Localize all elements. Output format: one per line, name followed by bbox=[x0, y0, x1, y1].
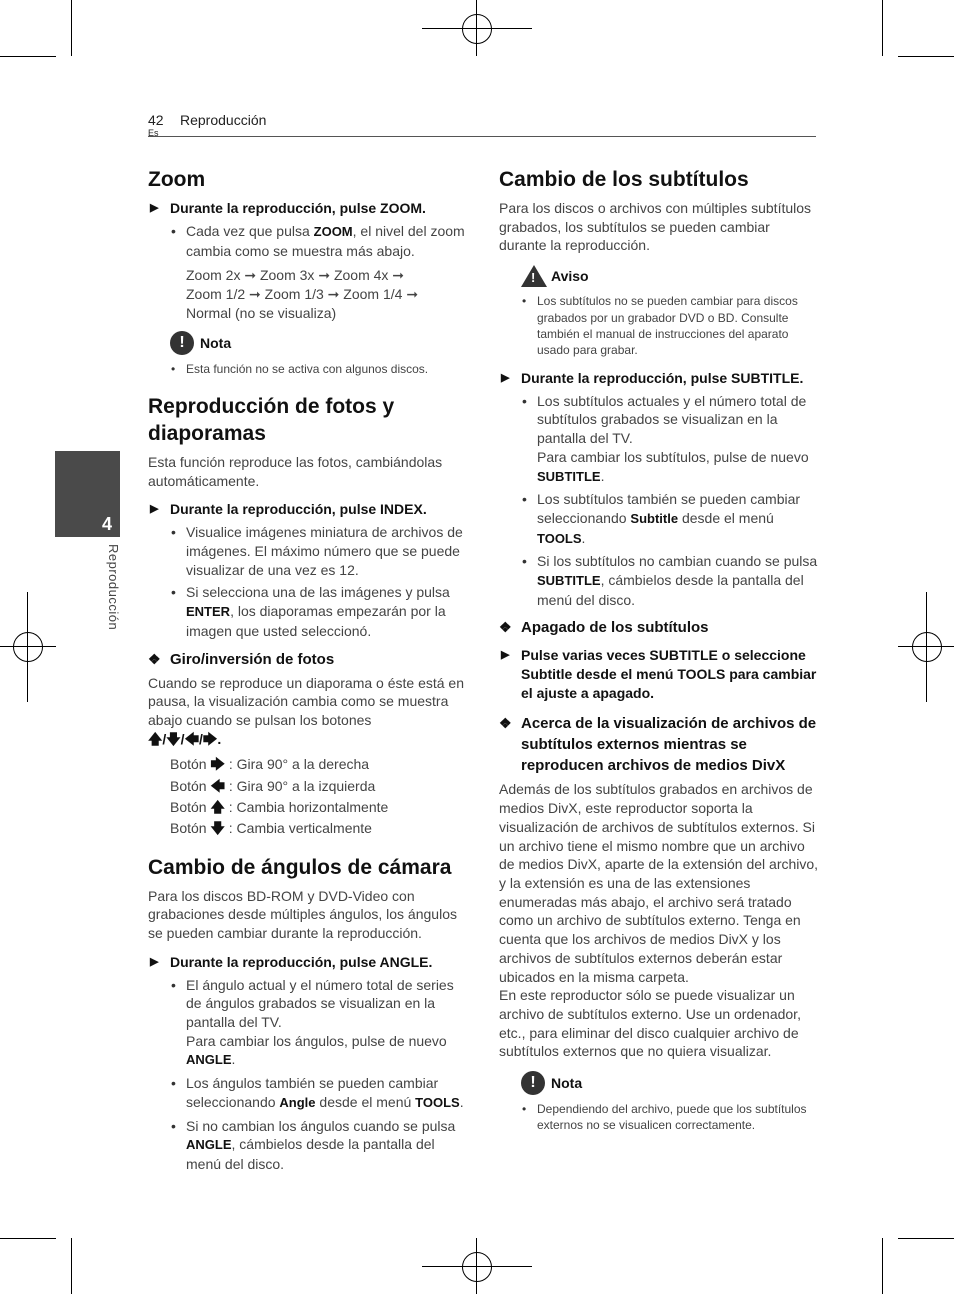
registration-circle bbox=[912, 632, 942, 662]
angles-title: Cambio de ángulos de cámara bbox=[148, 855, 452, 879]
button-line: Botón 🡅 : Cambia horizontalmente bbox=[170, 798, 389, 815]
photos-title: Reproducción de fotos y diaporamas bbox=[148, 394, 395, 445]
list-item: • Los subtítulos también se pueden cambiar seleccionando Subtitle desde el menú TOOLS. bbox=[537, 490, 821, 548]
warning-heading: ! Aviso bbox=[521, 265, 821, 287]
chapter-label: Reproducción bbox=[106, 544, 121, 631]
subtitles-off-step: ▶ Pulse varias veces SUBTITLE o seleccione Subtitle desde el menú TOOLS para cambiar el ajuste a apagado. bbox=[501, 647, 817, 702]
crop-mark bbox=[0, 1238, 56, 1239]
list-item: • Visualice imágenes miniatura de archivos de imágenes. El máximo número que se puede visualizar de una vez es 12. bbox=[186, 523, 470, 579]
crop-mark bbox=[0, 56, 56, 57]
photos-bullets bbox=[148, 523, 470, 640]
left-column bbox=[148, 166, 470, 1182]
diamond-icon: ❖ bbox=[499, 619, 512, 636]
chapter-number: 4 bbox=[101, 514, 112, 534]
exclamation-icon: ! bbox=[521, 1071, 545, 1095]
list-item: • Cada vez que pulsa ZOOM, el nivel del zoom cambia como se muestra más abajo. bbox=[186, 222, 470, 260]
triangle-icon: ▶ bbox=[150, 503, 159, 516]
angles-bullets bbox=[148, 976, 470, 1174]
section-name: Reproducción bbox=[180, 112, 267, 128]
list-item: • Los subtítulos no se pueden cambiar para discos grabados por un grabador DVD o BD. Consulte también el manual de instrucciones del aparato usado para grabar. bbox=[537, 293, 821, 359]
chapter-tab bbox=[55, 451, 120, 537]
subtitles-off-subheading: ❖ Apagado de los subtítulos bbox=[499, 619, 709, 637]
list-item: • Dependiendo del archivo, puede que los subtítulos externos no se visualicen correctamente. bbox=[537, 1101, 821, 1134]
triangle-icon: ▶ bbox=[150, 202, 159, 214]
registration-circle bbox=[13, 632, 43, 662]
button-line: Botón 🡄 : Gira 90° a la izquierda bbox=[170, 777, 376, 794]
external-text: Además de los subtítulos grabados en archivos de medios DivX, este reproductor soporta la visualización de archivos de subtítulos externos. Si un archivo tiene el mismo nombre que un archivo de medios DivX, aparte de la extensión del archivo, y la extensión es una de las extensiones enumeradas más abajo, el archivo será tratado como un archivo de subtítulos externo. Tenga en cuenta que los archivos de medios DivX y los archivos de subtítulos externos deberán estar ubicados en la misma carpeta. En este reproductor sólo se puede visualizar un archivo de subtítulos externo. Use un ordenador, etc., para eliminar del disco cualquier archivo de subtítulos externos que no quiera visualizar. bbox=[499, 781, 819, 1060]
angles-step: ▶ Durante la reproducción, pulse ANGLE. bbox=[150, 953, 433, 970]
subtitles-note-list bbox=[499, 1101, 821, 1134]
triangle-icon: ▶ bbox=[501, 371, 510, 384]
angles-intro: Para los discos BD-ROM y DVD-Video con grabaciones desde múltiples ángulos, los ángulos se pueden cambiar durante la reproducción. bbox=[148, 887, 457, 941]
rotate-button-list bbox=[148, 754, 470, 839]
warning-icon: ! bbox=[521, 265, 547, 287]
page-number: 42 bbox=[148, 112, 164, 128]
button-line: Botón 🡆 : Gira 90° a la derecha bbox=[170, 756, 370, 773]
crop-mark bbox=[71, 0, 72, 56]
crop-mark bbox=[882, 1238, 883, 1294]
page-header bbox=[148, 112, 816, 137]
diamond-icon: ❖ bbox=[499, 715, 512, 732]
note-heading: ! Nota bbox=[170, 331, 470, 355]
subtitles-title: Cambio de los subtítulos bbox=[499, 168, 749, 191]
photos-step: ▶ Durante la reproducción, pulse INDEX. bbox=[150, 501, 427, 518]
language-code: Es bbox=[148, 128, 159, 138]
list-item: • Los ángulos también se pueden cambiar seleccionando Angle desde el menú TOOLS. bbox=[186, 1074, 470, 1112]
diamond-icon: ❖ bbox=[148, 650, 161, 667]
photos-intro: Esta función reproduce las fotos, cambiándolas automáticamente. bbox=[148, 453, 443, 489]
triangle-icon: ▶ bbox=[150, 955, 159, 968]
list-item: • Si no cambian los ángulos cuando se pulsa ANGLE, cámbielos desde la pantalla del menú del disco. bbox=[186, 1117, 470, 1174]
registration-circle bbox=[462, 1252, 492, 1282]
crop-mark bbox=[71, 1238, 72, 1294]
registration-circle bbox=[462, 14, 492, 44]
button-line: Botón 🡇 : Cambia verticalmente bbox=[170, 820, 372, 837]
zoom-step: ▶ Durante la reproducción, pulse ZOOM. bbox=[150, 200, 426, 216]
subtitles-intro: Para los discos o archivos con múltiples subtítulos grabados, los subtítulos se pueden cambiar durante la reproducción. bbox=[499, 200, 812, 254]
crop-mark bbox=[898, 1238, 954, 1239]
subtitles-step: ▶ Durante la reproducción, pulse SUBTITLE. bbox=[501, 369, 804, 386]
note-heading: ! Nota bbox=[521, 1071, 821, 1095]
subtitles-bullets bbox=[499, 392, 821, 610]
rotate-subheading: ❖ Giro/inversión de fotos bbox=[148, 650, 335, 668]
list-item: • El ángulo actual y el número total de series de ángulos grabados se visualizan en la pantalla del TV. Para cambiar los ángulos, pulse de nuevo ANGLE. bbox=[186, 976, 470, 1071]
rotate-text: Cuando se reproduce un diaporama o éste está en pausa, la visualización cambia como se muestra abajo cuando se pulsan los botones 🡅/🡇/🡄/🡆. bbox=[148, 674, 464, 747]
triangle-icon: ▶ bbox=[501, 649, 510, 662]
crop-mark bbox=[898, 56, 954, 57]
list-item: • Si los subtítulos no cambian cuando se pulsa SUBTITLE, cámbielos desde la pantalla del menú del disco. bbox=[537, 552, 821, 609]
crop-mark bbox=[882, 0, 883, 56]
external-subheading: ❖ Acerca de la visualización de archivos de subtítulos externos mientras se reproducen archivos de medios DivX bbox=[499, 715, 817, 775]
list-item: • Los subtítulos actuales y el número total de subtítulos grabados se visualizan en la pantalla del TV. Para cambiar los subtítulos, pulse de nuevo SUBTITLE. bbox=[537, 392, 821, 487]
warning-list bbox=[499, 293, 821, 359]
list-item: • Si selecciona una de las imágenes y pulsa ENTER, los diaporamas empezarán por la imagen que usted seleccionó. bbox=[186, 583, 470, 640]
zoom-bullets bbox=[148, 222, 470, 260]
exclamation-icon: ! bbox=[170, 331, 194, 355]
list-item: • Esta función no se activa con algunos discos. bbox=[186, 361, 470, 377]
zoom-title: Zoom bbox=[148, 168, 206, 191]
zoom-sequence: Zoom 2x ➞ Zoom 3x ➞ Zoom 4x ➞ Zoom 1/2 ➞ Zoom 1/3 ➞ Zoom 1/4 ➞ Normal (no se visualiza) bbox=[186, 267, 419, 321]
right-column bbox=[499, 166, 821, 1142]
zoom-note-list bbox=[148, 361, 470, 377]
